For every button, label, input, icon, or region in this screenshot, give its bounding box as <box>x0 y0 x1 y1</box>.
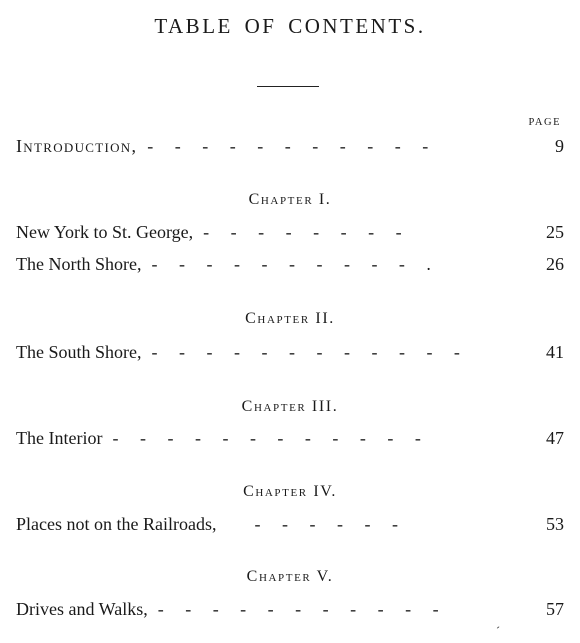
page-title: TABLE OF CONTENTS. <box>154 14 426 38</box>
leader-dashes: - - - - - - <box>254 514 398 534</box>
toc-entry-north-shore[interactable] <box>16 254 564 278</box>
entry-title: New York to St. George, <box>16 222 194 242</box>
chapter-heading-5: Chapter V. <box>246 568 334 585</box>
toc-entry-places[interactable] <box>16 514 564 538</box>
chapter-heading-1: Chapter I. <box>248 191 332 208</box>
leader-dashes: - - - - - - - - - - . <box>151 254 431 274</box>
toc-entry-south-shore[interactable] <box>16 342 564 366</box>
leader-dashes: - - - - - - - - - - - - <box>112 428 421 448</box>
toc-entry-drives[interactable] <box>16 599 564 623</box>
entry-title: Introduction, <box>16 136 138 156</box>
leader-dashes: - - - - - - - - - - - - <box>151 342 460 362</box>
entry-title: Drives and Walks, <box>16 599 148 619</box>
leader-dashes: - - - - - - - - <box>203 222 402 242</box>
chapter-heading-2: Chapter II. <box>245 310 335 327</box>
entry-title: Places not on the Railroads, <box>16 514 217 534</box>
page-column-header: PAGE <box>528 117 561 128</box>
entry-page-number: 26 <box>546 254 564 274</box>
entry-page-number: 47 <box>546 428 564 448</box>
toc-entry-interior[interactable] <box>16 428 564 452</box>
entry-page-number: 41 <box>546 342 564 362</box>
leader-dashes: - - - - - - - - - - - <box>147 136 429 156</box>
entry-page-number: 25 <box>546 222 564 242</box>
entry-page-number: 57 <box>546 599 564 619</box>
title-rule <box>257 86 319 87</box>
entry-page-number: 53 <box>546 514 564 534</box>
leader-dashes: - - - - - - - - - - - <box>157 599 439 619</box>
chapter-heading-3: Chapter III. <box>241 398 339 415</box>
chapter-heading-4: Chapter IV. <box>243 483 337 500</box>
toc-entry-new-york[interactable] <box>16 222 564 246</box>
entry-title: The Interior <box>16 428 103 448</box>
stray-print-mark: ´ <box>496 624 500 638</box>
entry-title: The South Shore, <box>16 342 142 362</box>
entry-page-number: 9 <box>555 136 564 156</box>
toc-entry-introduction[interactable] <box>16 136 564 160</box>
entry-title: The North Shore, <box>16 254 142 274</box>
